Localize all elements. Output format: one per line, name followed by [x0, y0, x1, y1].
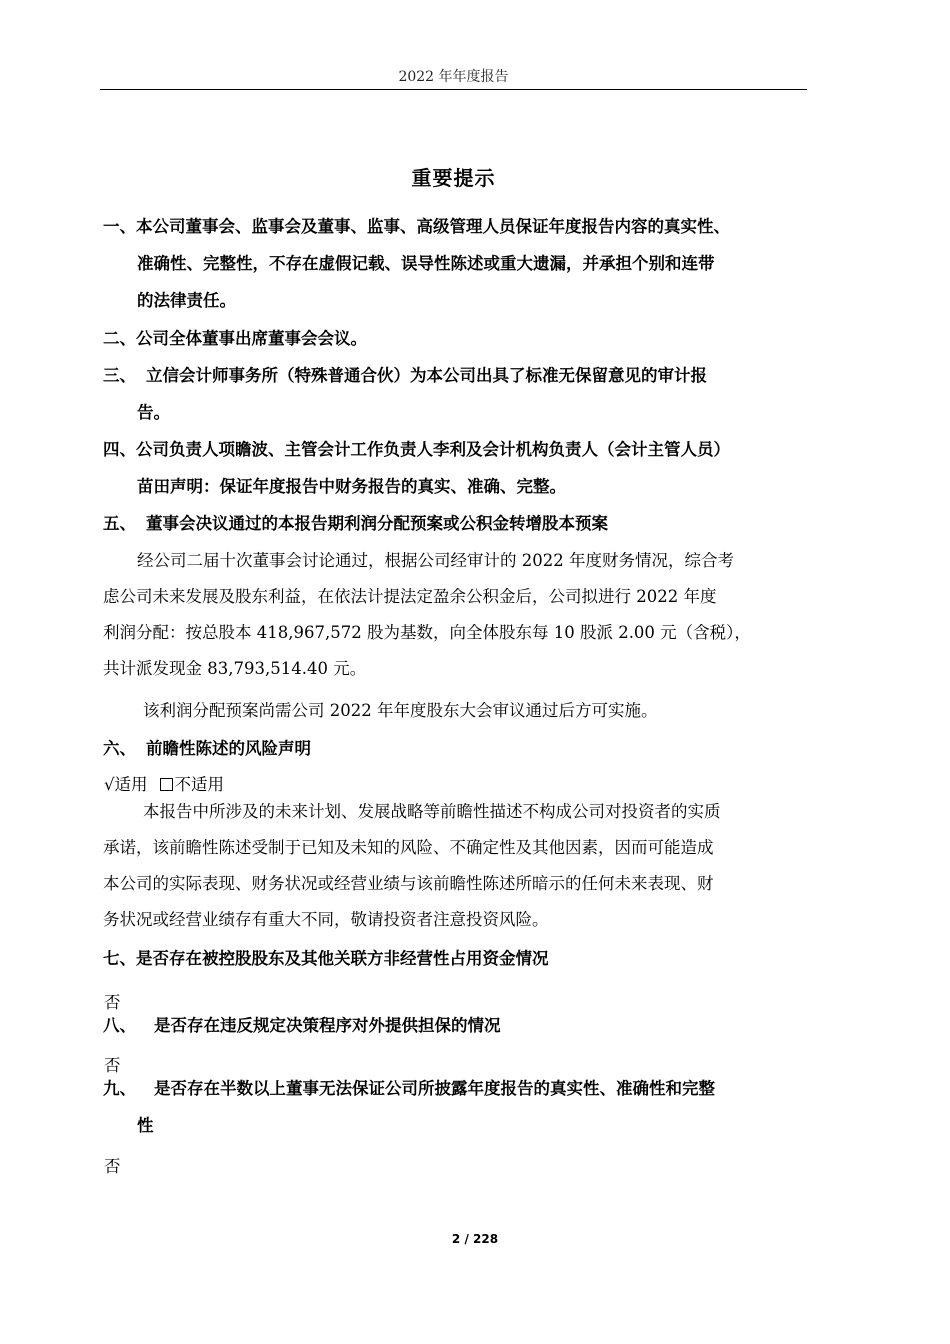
page-title: 重要提示 — [411, 166, 496, 190]
section-5-line-2: 虑公司未来发展及股东利益，在依法计提法定盈余公积金后，公司拟进行 2022 年度 — [103, 587, 717, 606]
section-6-line-2: 承诺，该前瞻性陈述受制于已知及未知的风险、不确定性及其他因素，因而可能造成 — [103, 838, 714, 857]
item-2-line-1: 公司全体董事出席董事会会议。 — [136, 329, 367, 348]
item-7-answer: 否 — [104, 993, 121, 1012]
running-header: 2022 年年度报告 — [398, 69, 509, 85]
item-6-number: 六、 — [103, 739, 136, 758]
item-1 — [103, 208, 808, 319]
item-1-line-3: 的法律责任。 — [137, 291, 236, 310]
item-1-line-1: 本公司董事会、监事会及董事、监事、高级管理人员保证年度报告内容的真实性、 — [136, 217, 730, 236]
item-7 — [103, 940, 808, 977]
section-5-line-4: 共计派发现金 83,793,514.40 元。 — [103, 659, 367, 678]
item-2 — [103, 320, 808, 357]
section-5-line-3: 利润分配：按总股本 418,967,572 股为基数，向全体股东每 10 股派 2.00 元（含税）， — [103, 623, 751, 642]
item-8-answer: 否 — [104, 1056, 121, 1075]
item-6-line-1: 前瞻性陈述的风险声明 — [146, 739, 311, 758]
section-6-paragraph — [103, 794, 807, 938]
checkmark-icon: √ — [104, 775, 115, 794]
item-9-line-1: 是否存在半数以上董事无法保证公司所披露年度报告的真实性、准确性和完整 — [154, 1079, 715, 1098]
section-5-paragraph — [103, 543, 807, 687]
section-5-note-text: 该利润分配预案尚需公司 2022 年年度股东大会审议通过后方可实施。 — [143, 701, 658, 720]
item-4-line-1: 公司负责人项瞻波、主管会计工作负责人李利及会计机构负责人（会计主管人员） — [136, 440, 730, 459]
item-7-number: 七、 — [103, 949, 136, 968]
section-6-line-1: 本报告中所涉及的未来计划、发展战略等前瞻性描述不构成公司对投资者的实质 — [143, 802, 721, 821]
item-3-line-1: 立信会计师事务所（特殊普通合伙）为本公司出具了标准无保留意见的审计报 — [146, 366, 707, 385]
item-2-number: 二、 — [103, 329, 136, 348]
item-4-line-2: 苗田声明：保证年度报告中财务报告的真实、准确、完整。 — [137, 477, 566, 496]
item-5-number: 五、 — [103, 514, 136, 533]
item-9-line-2: 性 — [137, 1116, 154, 1135]
item-7-line-1: 是否存在被控股股东及其他关联方非经营性占用资金情况 — [136, 949, 549, 968]
section-5-line-1: 经公司二届十次董事会讨论通过，根据公司经审计的 2022 年度财务情况，综合考 — [137, 551, 734, 570]
item-3 — [103, 357, 808, 431]
item-9 — [103, 1070, 808, 1144]
item-5 — [103, 505, 808, 542]
item-3-line-2: 告。 — [137, 403, 170, 422]
item-4 — [103, 431, 808, 505]
item-9-number: 九、 — [103, 1079, 136, 1098]
item-6 — [103, 730, 808, 767]
item-8-line-1: 是否存在违反规定决策程序对外提供担保的情况 — [154, 1016, 501, 1035]
item-5-line-1: 董事会决议通过的本报告期利润分配预案或公积金转增股本预案 — [146, 514, 608, 533]
empty-checkbox-icon — [160, 778, 173, 791]
item-3-number: 三、 — [103, 366, 136, 385]
not-applicable-label: 不适用 — [174, 775, 225, 794]
item-9-answer: 否 — [104, 1157, 121, 1176]
item-4-number: 四、 — [103, 440, 136, 459]
page-number: 2 / 228 — [451, 1232, 499, 1246]
item-8 — [103, 1007, 808, 1044]
item-8-number: 八、 — [103, 1016, 136, 1035]
item-1-line-2: 准确性、完整性，不存在虚假记载、误导性陈述或重大遗漏，并承担个别和连带 — [137, 254, 715, 273]
section-6-line-4: 务状况或经营业绩存有重大不同，敬请投资者注意投资风险。 — [103, 910, 549, 929]
header-rule — [100, 89, 807, 90]
applicable-label: 适用 — [114, 775, 148, 794]
item-1-number: 一、 — [103, 217, 136, 236]
section-6-line-3: 本公司的实际表现、财务状况或经营业绩与该前瞻性陈述所暗示的任何未来表现、财 — [103, 874, 714, 893]
section-5-note — [103, 693, 807, 729]
